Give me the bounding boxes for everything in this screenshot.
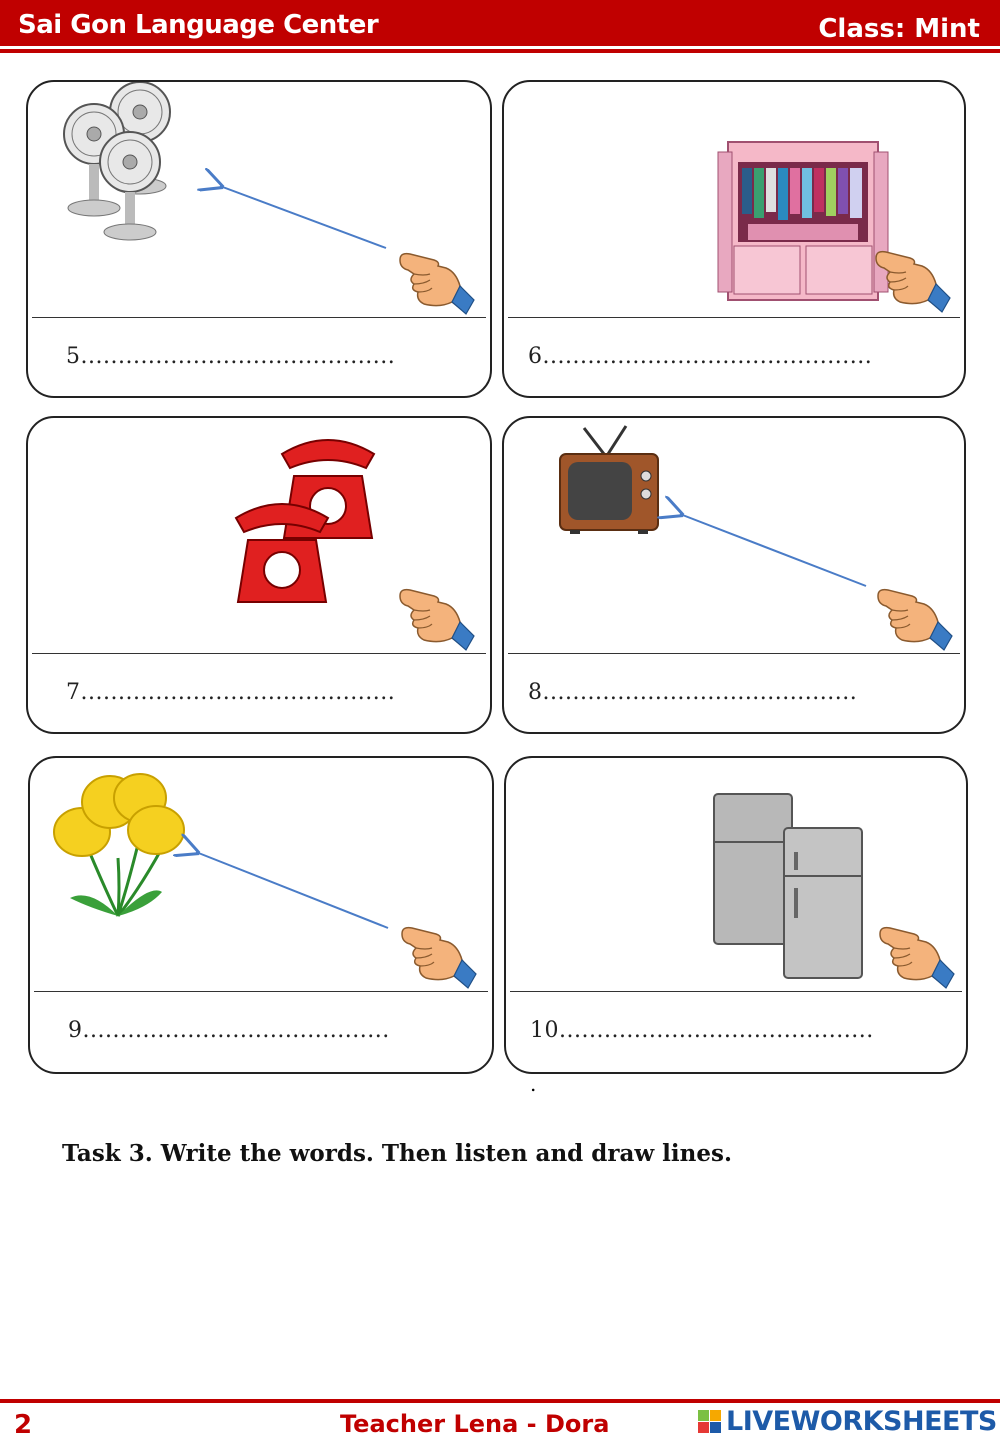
header-rule <box>0 49 1000 53</box>
teacher-name: Teacher Lena - Dora <box>340 1410 610 1438</box>
task-instruction: Task 3. Write the words. Then listen and draw lines. <box>62 1140 732 1167</box>
arrow-icon <box>196 852 388 928</box>
answer-line-5[interactable]: 5.......................................... <box>66 344 396 369</box>
card-art <box>506 758 968 998</box>
class-label: Class: Mint <box>818 14 980 44</box>
exercise-card-10 <box>504 756 968 1074</box>
answer-line-8[interactable]: 8.......................................... <box>528 680 858 705</box>
card-divider <box>508 317 960 318</box>
card-art <box>504 82 966 322</box>
card-divider <box>510 991 962 992</box>
exercise-card-7 <box>26 416 492 734</box>
arrow-icon <box>220 186 386 248</box>
television-icon <box>560 426 658 534</box>
liveworksheets-logo-icon <box>698 1410 722 1434</box>
card-divider <box>508 653 960 654</box>
exercise-card-5 <box>26 80 492 398</box>
page-number: 2 <box>14 1410 33 1440</box>
exercise-card-9 <box>28 756 494 1074</box>
card-divider <box>34 991 488 992</box>
arrow-icon <box>680 514 866 586</box>
telephone-icon <box>236 440 374 602</box>
card-divider <box>32 317 486 318</box>
fan-icon <box>64 82 170 240</box>
answer-line-6[interactable]: 6............................................ <box>528 344 873 369</box>
card-art <box>28 418 492 658</box>
brand-name[interactable]: LIVEWORKSHEETS <box>726 1406 997 1437</box>
pointing-hand-icon <box>880 928 954 988</box>
exercise-card-8 <box>502 416 966 734</box>
footer-rule <box>0 1399 1000 1403</box>
pointing-hand-icon <box>400 254 474 314</box>
card-art <box>28 82 492 322</box>
pointing-hand-icon <box>402 928 476 988</box>
center-title: Sai Gon Language Center <box>18 10 379 40</box>
exercise-card-6 <box>502 80 966 398</box>
answer-line-10[interactable]: 10.......................................... <box>530 1018 874 1043</box>
flower-icon <box>54 774 184 916</box>
stray-dot: . <box>530 1072 537 1096</box>
pointing-hand-icon <box>400 590 474 650</box>
wardrobe-icon <box>718 142 888 300</box>
pointing-hand-icon <box>878 590 952 650</box>
card-art <box>504 418 966 658</box>
fridge-icon <box>714 794 862 978</box>
card-art <box>30 758 494 998</box>
answer-line-9[interactable]: 9......................................... <box>68 1018 390 1043</box>
answer-line-7[interactable]: 7.......................................... <box>66 680 396 705</box>
card-divider <box>32 653 486 654</box>
